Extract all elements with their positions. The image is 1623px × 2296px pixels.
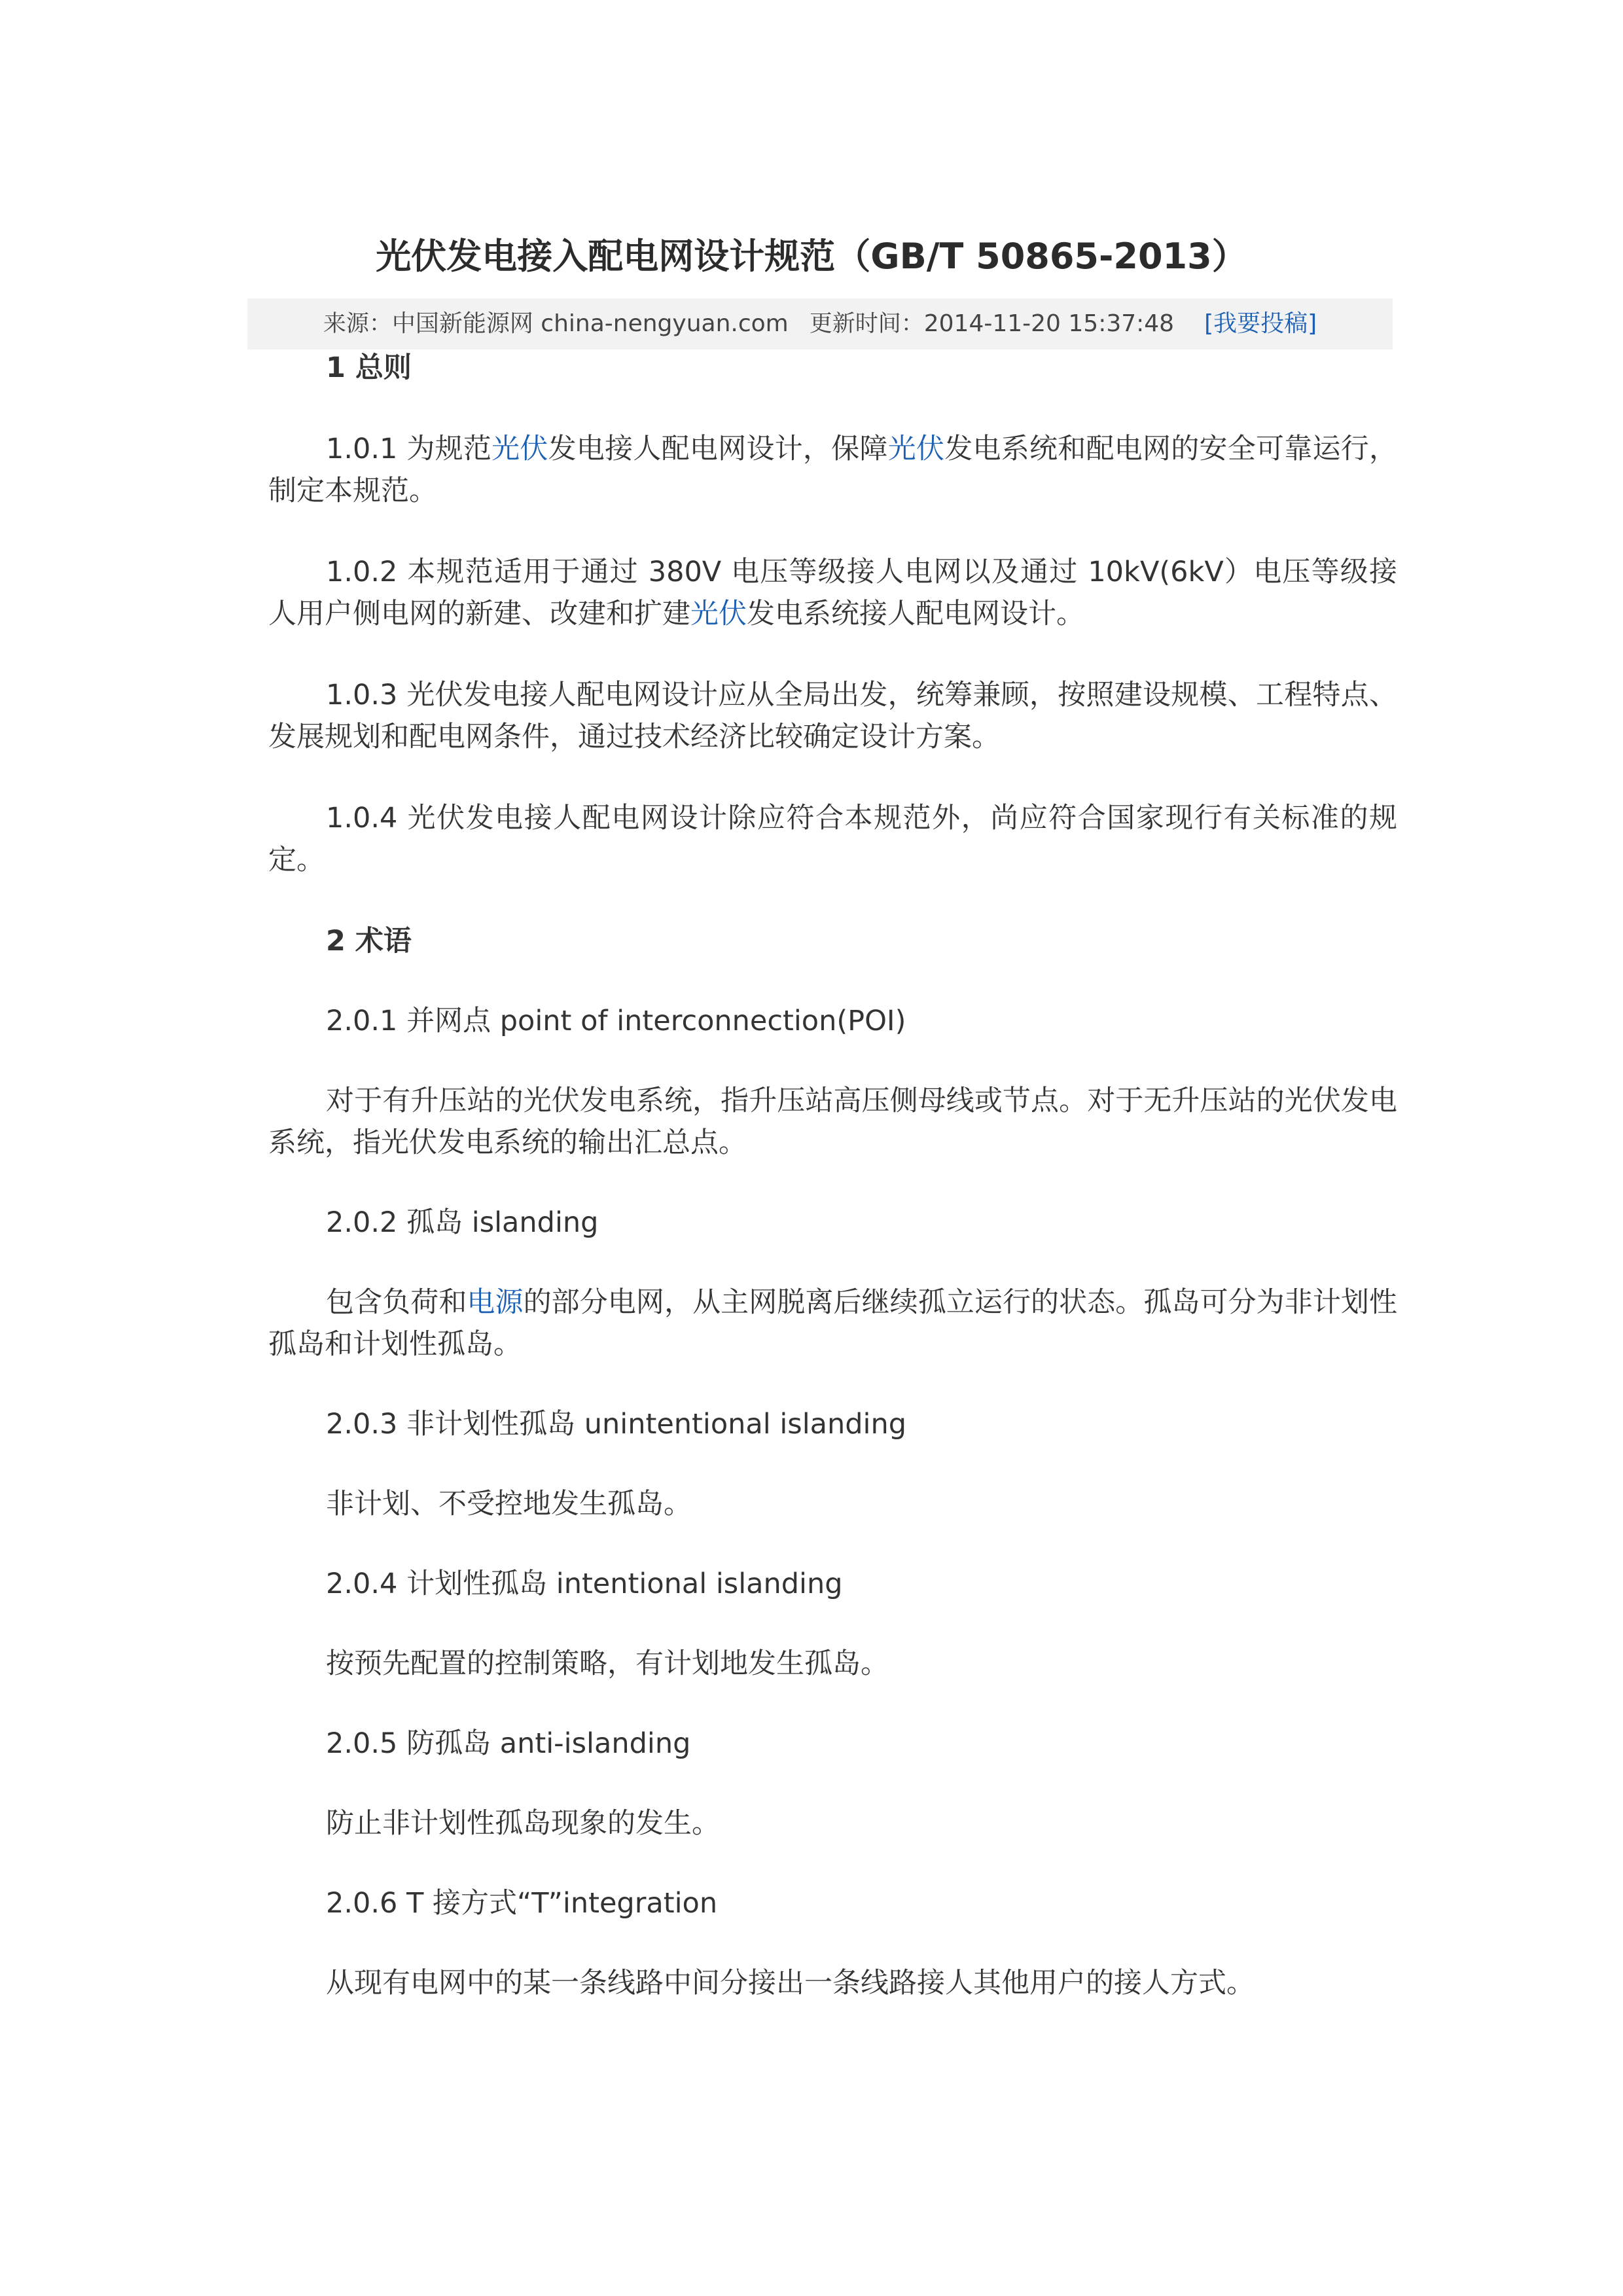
keyword-link-photovoltaic[interactable]: 光伏 [690, 598, 747, 630]
term-2-0-3: 2.0.3 非计划性孤岛 unintentional islanding [326, 1408, 907, 1441]
source-value: 中国新能源网 china-nengyuan.com [391, 310, 789, 337]
clause-text: 1.0.1 为规范 [326, 433, 492, 465]
term-definition-2-0-5: 防止非计划性孤岛现象的发生。 [326, 1807, 720, 1840]
keyword-link-power-source[interactable]: 电源 [467, 1286, 524, 1319]
keyword-link-photovoltaic[interactable]: 光伏 [887, 433, 945, 465]
section-heading-terms: 2 术语 [326, 925, 412, 958]
update-time-value: 2014-11-20 15:37:48 [923, 310, 1175, 337]
term-2-0-5: 2.0.5 防孤岛 anti-islanding [326, 1727, 691, 1760]
clause-text: 1.0.2 本规范适用于通过 380V 电压等级接人电网以及通过 10kV(6kV）电压等级接人用户侧电网的新建、改建和扩建 [268, 556, 1397, 630]
submit-article-link[interactable]: [我要投稿] [1204, 310, 1317, 337]
term-2-0-6: 2.0.6 T 接方式“T”integration [326, 1887, 718, 1920]
section-heading-general: 1 总则 [326, 351, 412, 384]
article-body [268, 347, 1397, 2004]
clause-text: 发电系统接人配电网设计。 [747, 598, 1084, 630]
term-definition-2-0-4: 按预先配置的控制策略，有计划地发生孤岛。 [326, 1647, 889, 1680]
term-definition-2-0-2 [268, 1282, 1397, 1365]
definition-text: 的部分电网，从主网脱离后继续孤立运行的状态。孤岛可分为非计划性孤岛和计划性孤岛。 [268, 1286, 1398, 1361]
term-2-0-4: 2.0.4 计划性孤岛 intentional islanding [326, 1568, 843, 1600]
clause-1-0-2 [268, 551, 1397, 635]
article-title: 光伏发电接入配电网设计规范（GB/T 50865-2013） [376, 236, 1247, 277]
update-time-label: 更新时间： [809, 311, 924, 337]
clause-text: 发电接人配电网设计，保障 [548, 433, 888, 465]
clause-1-0-3: 1.0.3 光伏发电接人配电网设计应从全局出发，统筹兼顾，按照建设规模、工程特点、发展规划和配电网条件，通过技术经济比较确定设计方案。 [268, 679, 1397, 753]
source-label: 来源： [323, 311, 392, 337]
term-definition-2-0-1: 对于有升压站的光伏发电系统，指升压站高压侧母线或节点。对于无升压站的光伏发电系统，指光伏发电系统的输出汇总点。 [268, 1085, 1397, 1159]
clause-1-0-4: 1.0.4 光伏发电接人配电网设计除应符合本规范外，尚应符合国家现行有关标准的规定。 [268, 802, 1397, 876]
definition-text: 包含负荷和 [326, 1286, 467, 1319]
article-meta-bar [247, 298, 1393, 350]
term-2-0-2: 2.0.2 孤岛 islanding [326, 1206, 599, 1239]
clause-1-0-1 [268, 428, 1397, 512]
term-2-0-1: 2.0.1 并网点 point of interconnection(POI) [326, 1005, 906, 1037]
term-definition-2-0-6: 从现有电网中的某一条线路中间分接出一条线路接人其他用户的接人方式。 [326, 1967, 1255, 2000]
keyword-link-photovoltaic[interactable]: 光伏 [491, 433, 548, 465]
term-definition-2-0-3: 非计划、不受控地发生孤岛。 [326, 1488, 692, 1520]
clause-text: 发电系统和配电网的安全可靠运行，制定本规范。 [268, 433, 1398, 507]
